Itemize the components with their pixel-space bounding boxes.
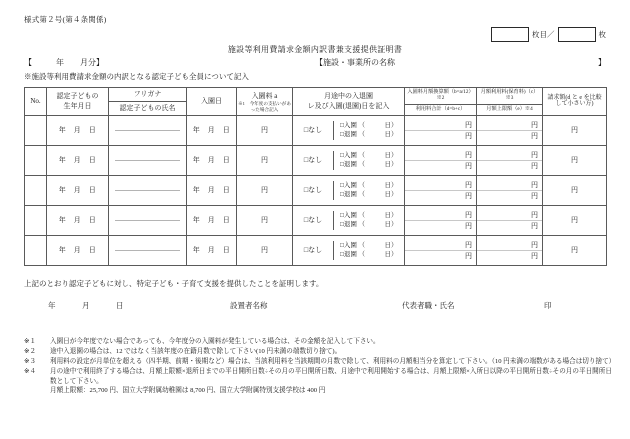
footnote-4-key: ※４ — [24, 367, 37, 375]
cell-monthly-fee[interactable]: 円 — [477, 240, 542, 251]
cell-entry-fee[interactable]: 円 — [237, 175, 293, 205]
cell-claim-amount[interactable]: 円 — [543, 175, 607, 205]
cell-monthly-cap[interactable]: 円 — [531, 221, 538, 230]
col-header-name — [109, 88, 187, 116]
cell-entry-fee[interactable]: 円 — [237, 235, 293, 265]
col-header-claim-amount-text: 請求額(d と e を比較して小さい方) — [547, 94, 602, 108]
representative-name-field[interactable]: 代表者職・氏名 — [402, 301, 455, 310]
copy-index-input[interactable] — [491, 27, 529, 42]
cell-mid-period — [293, 145, 405, 175]
cell-childname[interactable] — [109, 115, 187, 145]
col-header-no: No. — [25, 88, 47, 116]
copy-total-input[interactable] — [558, 27, 596, 42]
cell-no[interactable] — [25, 115, 47, 145]
checkbox-mid-none[interactable]: □なし — [293, 211, 334, 230]
table-row — [25, 205, 607, 235]
table-body — [25, 115, 607, 265]
cell-monthly-cap[interactable]: 円 — [531, 251, 538, 260]
cell-monthly-fee-group — [477, 235, 543, 265]
cell-no[interactable] — [25, 175, 47, 205]
footnote-3-key: ※３ — [24, 357, 37, 365]
cell-claim-amount[interactable]: 円 — [543, 115, 607, 145]
cell-total-fee[interactable]: 円 — [465, 131, 472, 140]
footnote-1 — [24, 337, 612, 347]
period-and-facility-row — [24, 57, 606, 68]
col-header-birthdate — [47, 88, 109, 116]
cell-monthly-fee-group — [477, 145, 543, 175]
footnote-1-key: ※１ — [24, 338, 37, 345]
checkbox-mid-none[interactable]: □なし — [293, 241, 334, 260]
lead-note: ※施設等利用費請求金額の内訳となる認定子ども全員について記入 — [24, 72, 249, 81]
cell-total-fee[interactable]: 円 — [465, 191, 472, 200]
footnote-2 — [24, 347, 612, 357]
checkbox-mid-exit[interactable]: □退園 （ 日） — [340, 251, 398, 259]
col-header-monthly-fee — [477, 88, 543, 105]
col-header-entry-fee-main: 入園料 a — [251, 92, 278, 101]
cell-monthly-fee-group — [477, 175, 543, 205]
col-header-mid-line1: 月途中の入退園 — [324, 92, 373, 101]
footnote-2-key: ※２ — [24, 347, 37, 355]
cell-entry-date[interactable]: 年 月 日 — [187, 145, 237, 175]
cell-monthly-fee-group — [477, 205, 543, 235]
cell-converted-fee[interactable]: 円 — [405, 120, 476, 131]
cell-monthly-cap[interactable]: 円 — [531, 191, 538, 200]
cell-monthly-fee-group — [477, 115, 543, 145]
cell-entry-fee[interactable]: 円 — [237, 145, 293, 175]
cell-converted-fee-group — [405, 115, 477, 145]
cell-entry-date[interactable]: 年 月 日 — [187, 175, 237, 205]
table-row — [25, 235, 607, 265]
col-header-monthly-fee-text: 月額利用料(保育料)（c）※3 — [480, 89, 539, 101]
checkbox-mid-exit[interactable]: □退園 （ 日） — [340, 131, 398, 139]
col-header-birthdate-line1: 認定子どもの — [56, 92, 99, 101]
cell-monthly-cap[interactable]: 円 — [531, 131, 538, 140]
cell-claim-amount[interactable]: 円 — [543, 145, 607, 175]
checkbox-mid-entry[interactable]: □入園 （ 日） — [340, 181, 398, 189]
cell-converted-fee-group — [405, 145, 477, 175]
signature-row — [24, 300, 606, 314]
col-header-entry-date: 入園日 — [187, 88, 237, 116]
facility-bracket-close: 】 — [598, 58, 606, 67]
footnote-2-body: 途中入退園の場合は、12 ではなく当該年度の在籍月数で除して下さい(10 円未満の端数切り捨て)。 — [50, 347, 342, 355]
cell-converted-fee-group — [405, 235, 477, 265]
document-title: 施設等利用費請求金額内訳書兼支援提供証明書 — [227, 45, 403, 54]
cell-entry-fee[interactable]: 円 — [237, 115, 293, 145]
seal-field[interactable]: 印 — [544, 301, 552, 310]
table-header-row — [25, 88, 607, 105]
cell-no[interactable] — [25, 145, 47, 175]
checkbox-mid-exit[interactable]: □退園 （ 日） — [340, 221, 398, 229]
footnote-4 — [24, 367, 612, 387]
cell-mid-period — [293, 175, 405, 205]
footnotes — [24, 337, 616, 396]
cell-monthly-fee[interactable]: 円 — [477, 210, 542, 221]
cell-childname[interactable] — [109, 145, 187, 175]
cell-converted-fee[interactable]: 円 — [405, 210, 476, 221]
checkbox-mid-exit[interactable]: □退園 （ 日） — [340, 161, 398, 169]
col-header-furigana: フリガナ — [109, 88, 186, 102]
col-header-total-fee — [405, 104, 477, 115]
cell-no[interactable] — [25, 235, 47, 265]
copy-counter — [491, 27, 606, 42]
cell-birthdate[interactable]: 年 月 日 — [47, 145, 109, 175]
copy-total-label: 枚 — [598, 30, 606, 39]
checkbox-mid-none[interactable]: □なし — [293, 151, 334, 170]
checkbox-mid-none[interactable]: □なし — [293, 121, 334, 140]
cell-total-fee[interactable]: 円 — [465, 161, 472, 170]
copy-index-label: 枚目／ — [532, 30, 555, 39]
cell-converted-fee[interactable]: 円 — [405, 150, 476, 161]
footnote-4-body: 月の途中で利用終了する場合は、月額上限額×退所日までの平日開所日数÷その月の平日開所日数、月途中で利用開始する場合は、月額上限額×入所日以降の平日開所日数÷その月の平日開所日数として下さい。 — [50, 367, 612, 385]
col-header-total-fee-text: 利用料合計（d=b+c） — [415, 105, 466, 112]
checkbox-mid-none[interactable]: □なし — [293, 181, 334, 200]
footnote-3-body: 利用料の設定が月単位を超える（四半期、前期・後期など）場合は、当該利用料を当該期間の月数で除して、利用料の月額相当分を算定して下さい。（10 円未満の端数がある場合は切り捨て） — [50, 357, 616, 365]
cell-childname[interactable] — [109, 235, 187, 265]
col-header-mid-line2: レ及び入園(退園)日を記入 — [307, 102, 390, 111]
table-row — [25, 145, 607, 175]
col-header-monthly-cap-text: 月額上限額（e）※4 — [486, 105, 533, 112]
cell-birthdate[interactable]: 年 月 日 — [47, 235, 109, 265]
cell-mid-period — [293, 235, 405, 265]
col-header-entry-fee-note: ※1 今年度の支払いがあった場合記入 — [238, 101, 291, 112]
facility-name-field[interactable]: 【施設・事業所の名称 — [315, 58, 395, 67]
checkbox-mid-entry[interactable]: □入園 （ 日） — [340, 121, 398, 129]
checkbox-mid-entry[interactable]: □入園 （ 日） — [340, 151, 398, 159]
cell-monthly-fee[interactable]: 円 — [477, 120, 542, 131]
cell-total-fee[interactable]: 円 — [465, 221, 472, 230]
period-field[interactable]: 【 年 月分】 — [24, 58, 104, 67]
cell-birthdate[interactable]: 年 月 日 — [47, 175, 109, 205]
col-header-converted-fee-text: 入園料月額換算額（b=a/12）※2 — [407, 89, 474, 101]
cell-converted-fee[interactable]: 円 — [405, 240, 476, 251]
cell-converted-fee-group — [405, 175, 477, 205]
cell-entry-date[interactable]: 年 月 日 — [187, 205, 237, 235]
cell-monthly-cap[interactable]: 円 — [531, 161, 538, 170]
cell-mid-period — [293, 205, 405, 235]
cell-entry-fee[interactable]: 円 — [237, 205, 293, 235]
footnote-1-body: 入園日が今年度でない場合であっても、今年度分の入園料が発生している場合は、その金額を記入して下さい。 — [50, 338, 380, 345]
facility-name-wrap — [104, 57, 606, 68]
footnote-3 — [24, 357, 616, 367]
col-header-mid-period — [293, 88, 405, 116]
cell-entry-date[interactable]: 年 月 日 — [187, 115, 237, 145]
cell-childname[interactable] — [109, 205, 187, 235]
col-header-monthly-cap — [477, 104, 543, 115]
cell-converted-fee-group — [405, 205, 477, 235]
col-header-converted-fee — [405, 88, 477, 105]
installer-name-field[interactable]: 設置者名称 — [230, 301, 268, 310]
footnote-4-extra: 月額上限額：25,700 円、国立大学附属幼稚園は 8,700 円、国立大学附属特別支援学校は 400 円 — [50, 387, 326, 395]
claim-breakdown-table — [24, 87, 607, 266]
certification-statement: 上記のとおり認定子どもに対し、特定子ども・子育て支援を提供したことを証明します。 — [24, 279, 324, 288]
signature-date-field[interactable]: 年 月 日 — [48, 301, 125, 310]
cell-childname[interactable] — [109, 175, 187, 205]
cell-total-fee[interactable]: 円 — [465, 251, 472, 260]
table-row — [25, 115, 607, 145]
col-header-childname: 認定子どもの氏名 — [119, 103, 176, 112]
cell-no[interactable] — [25, 205, 47, 235]
cell-claim-amount[interactable]: 円 — [543, 205, 607, 235]
cell-monthly-fee[interactable]: 円 — [477, 150, 542, 161]
cell-entry-date[interactable]: 年 月 日 — [187, 235, 237, 265]
col-header-birthdate-line2: 生年月日 — [63, 102, 92, 111]
form-number: 様式第２号(第４条関係) — [24, 15, 107, 24]
table-row — [25, 175, 607, 205]
cell-claim-amount[interactable]: 円 — [543, 235, 607, 265]
col-header-claim-amount — [543, 88, 607, 116]
col-header-entry-fee — [237, 88, 293, 116]
cell-converted-fee[interactable]: 円 — [405, 180, 476, 191]
checkbox-mid-exit[interactable]: □退園 （ 日） — [340, 191, 398, 199]
cell-mid-period — [293, 115, 405, 145]
cell-birthdate[interactable]: 年 月 日 — [47, 205, 109, 235]
cell-monthly-fee[interactable]: 円 — [477, 180, 542, 191]
checkbox-mid-entry[interactable]: □入園 （ 日） — [340, 241, 398, 249]
cell-birthdate[interactable]: 年 月 日 — [47, 115, 109, 145]
checkbox-mid-entry[interactable]: □入園 （ 日） — [340, 211, 398, 219]
